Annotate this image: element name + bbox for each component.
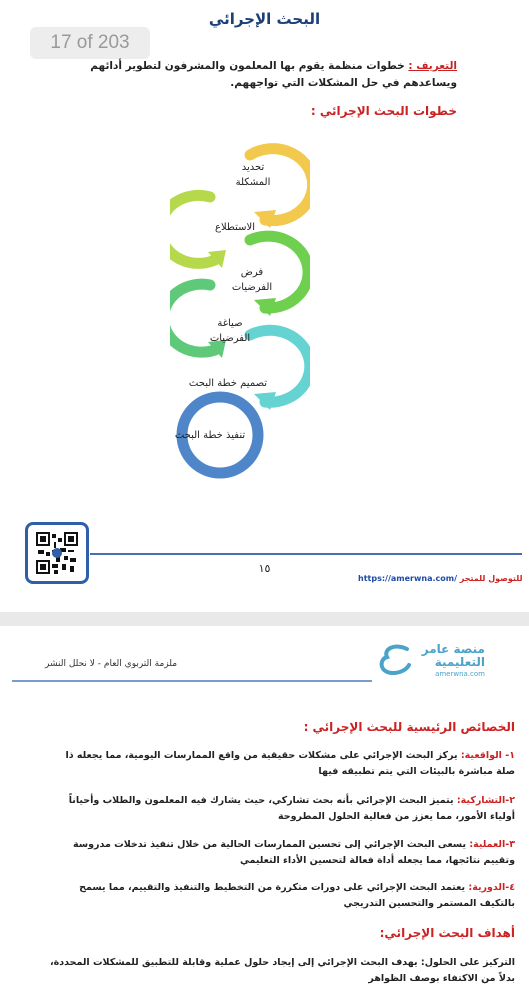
characteristic-keyword: ١- الواقعية:	[460, 750, 515, 761]
characteristic-item	[45, 880, 515, 912]
logo-name-line1: منصة عامر	[421, 642, 485, 656]
step-label-1: تحديد المشكلة	[235, 162, 271, 188]
header-divider	[12, 680, 372, 682]
definition-paragraph	[67, 58, 457, 92]
page-counter-badge: 17 of 203	[30, 27, 150, 59]
characteristic-text: يتميز البحث الإجرائي بأنه بحث تشاركي، حيث يشارك فيه المعلمون والطلاب وأحياناً أولياء الأمور، مما يعزز من فعالية الحلول المطروحة	[68, 795, 515, 822]
characteristic-text: يركز البحث الإجرائي على مشكلات حقيقية من واقع الممارسات اليومية، مما يجعله ذا صلة مباشرة بالبيئات التي يتم تطبيقه فيها	[65, 750, 515, 777]
goals-heading: أهداف البحث الإجرائي:	[379, 926, 515, 940]
page-title: البحث الإجرائي	[208, 10, 321, 28]
step-label-5: تصميم خطة البحث	[188, 378, 268, 389]
characteristic-item	[45, 837, 515, 869]
store-link-url[interactable]: https://amerwna.com/	[358, 574, 457, 583]
definition-label: التعريف :	[408, 60, 457, 72]
characteristic-keyword: ٢-التشاركية:	[456, 795, 515, 806]
page-number: ١٥	[258, 562, 271, 575]
header-title: ملزمة التربوي العام - لا نحلل النشر	[45, 659, 178, 669]
characteristic-keyword: ٣-العملية:	[469, 839, 515, 850]
logo-name	[422, 643, 485, 669]
characteristics-heading: الخصائص الرئيسية للبحث الإجرائي :	[303, 720, 515, 734]
store-link[interactable]	[358, 574, 522, 583]
logo-mark-icon	[375, 643, 415, 679]
logo-name-line2: التعليمية	[434, 655, 485, 669]
characteristic-text: يعتمد البحث الإجرائي على دورات متكررة من التخطيط والتنفيذ والتقييم، مما يسمح بالتكيف المستمر والتحسين التدريجي	[79, 882, 515, 909]
definition-text: خطوات منظمة يقوم بها المعلمون والمشرفون لتطوير أدائهم ويساعدهم في حل المشكلات التي تواجههم.	[90, 60, 457, 89]
step-label-6: تنفيذ خطة البحث	[174, 430, 246, 441]
step-label-2: الاستطلاع	[214, 222, 255, 233]
store-link-text: للتوصول للمتجر	[457, 574, 523, 583]
characteristic-item	[45, 748, 515, 780]
footer-divider	[90, 553, 522, 555]
characteristic-item	[45, 793, 515, 825]
characteristic-text: يسعى البحث الإجرائي إلى تحسين الممارسات الحالية من خلال تنفيذ تدخلات مدروسة وتقييم نتائجها، مما يجعله أداة فعالة لتحسين الأداء التعليمي	[73, 839, 515, 866]
goal-item: التركيز على الحلول: يهدف البحث الإجرائي إلى إيجاد حلول عملية وقابلة للتطبيق للمشكلات المحددة، بدلاً من الاكتفاء بوصف الظواهر	[50, 957, 515, 984]
steps-flow-diagram	[170, 140, 310, 480]
step-label-3: فرض الفرضيات	[231, 267, 273, 293]
steps-heading: خطوات البحث الإجرائي :	[310, 104, 457, 118]
characteristic-keyword: ٤-الدورية:	[468, 882, 515, 893]
logo-url: amerwna.com	[435, 670, 485, 678]
platform-logo	[375, 643, 485, 683]
step-label-4: صياغة الفرضيات	[209, 318, 251, 344]
